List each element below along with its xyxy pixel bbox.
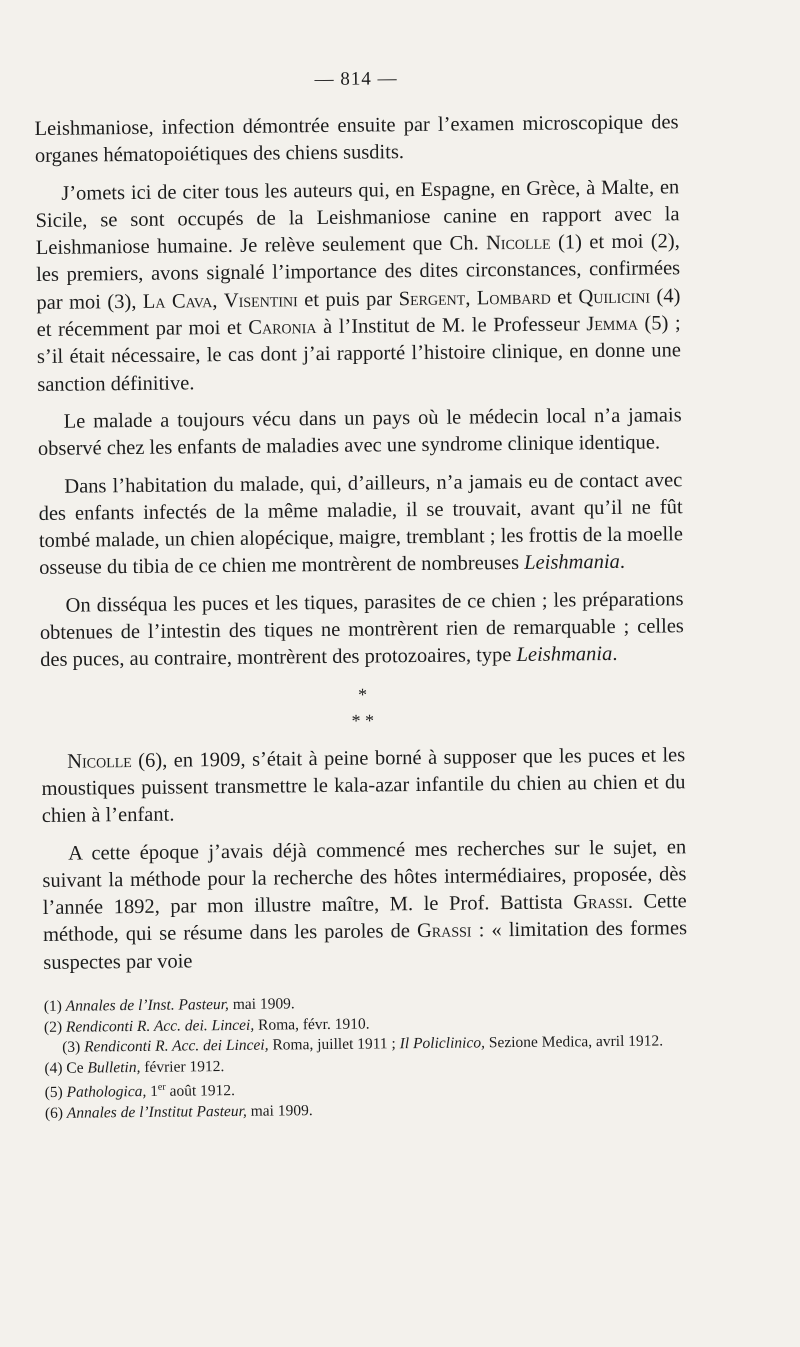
author-sergent: Sergent (398, 287, 466, 310)
footnote-6-date: mai 1909. (246, 1102, 313, 1120)
author-caronia: Caronia (248, 316, 317, 339)
footnote-3-date-2: Sezione Medica, avril 1912. (484, 1032, 664, 1052)
paragraph-4-text-a: Dans l’habitation du malade, qui, d’ailleurs, n’a jamais eu de contact avec des enfants infectés de la même maladie, il se trouvait, avant qu’il ne fût tombé malade, un chien alopécique, maigre, tremblant ; les frottis de la moelle osseuse du tibia de ce chien me montrèrent de nombreuses (38, 468, 683, 580)
paragraph-7 (42, 834, 687, 977)
paragraph-2-text-i: (5) ; s’il était nécessaire, le cas dont j’ai rapporté l’histoire clinique, en donne une sanction définitive. (36, 312, 682, 396)
footnote-3-journal: Rendiconti R. Acc. dei Lincei, (84, 1036, 269, 1056)
paragraph-2-text-c: , (212, 289, 224, 312)
paragraph-5-text-b: . (612, 643, 618, 666)
paragraph-2 (35, 174, 681, 399)
author-grassi-2: Grassi (416, 919, 472, 943)
footnote-2-journal: Rendiconti R. Acc. dei. Lincei, (65, 1016, 255, 1036)
book-page (34, 65, 689, 1124)
author-grassi: Grassi (573, 890, 628, 914)
footnote-1-date: mai 1909. (228, 995, 295, 1014)
paragraph-1: Leishmaniose, infection démontrée ensuite par l’examen microscopique des organes hématopoiétiques des chiens susdits. (34, 111, 679, 168)
footnote-4-date: février 1912. (140, 1057, 225, 1076)
paragraph-4 (38, 467, 683, 583)
author-quilicini: Quilicini (578, 285, 651, 309)
footnote-2-number: (2) (43, 1018, 63, 1036)
footnote-5-superscript: er (157, 1082, 166, 1094)
separator-star-top: * (357, 684, 368, 705)
paragraph-4-italic: Leishmania (524, 551, 620, 575)
footnote-5-date: août 1912. (165, 1082, 236, 1101)
footnotes (44, 990, 689, 1124)
paragraph-2-text-d: et puis par (297, 287, 399, 312)
paragraph-2-text-b: (1) et moi (2), les premiers, avons signalé l’importance des dites circonstances, confirmées par moi (3), (36, 230, 681, 314)
section-separator (40, 678, 685, 737)
paragraph-5-text-a: On disséqua les puces et les tiques, parasites de ce chien ; les préparations obtenues de l’intestin des tiques ne montrèrent rien de remarquable ; celles des puces, au contraire, montrèrent des protozoaires, type (39, 587, 684, 672)
author-nicolle-2: Nicolle (67, 749, 132, 773)
author-la-cava: La Cava (142, 289, 213, 313)
body-text (34, 109, 687, 977)
footnote-5-day: 1 (146, 1083, 159, 1101)
author-visentini: Visentini (223, 289, 298, 312)
paragraph-2-text-h: à l’Institut de M. le Professeur (316, 313, 587, 339)
paragraph-2-text-a: J’omets ici de citer tous les auteurs qui, en Espagne, en Grèce, à Malte, en Sicile, se sont occupés de la Leishmaniose canine en rapport avec la Leishmaniose humaine. Je relève seulement que Ch. (35, 175, 680, 260)
footnote-3-number: (3) (62, 1038, 81, 1056)
footnote-4-number: (4) (44, 1059, 63, 1077)
footnote-4-prefix: Ce (66, 1059, 88, 1077)
footnote-3-date: Roma, juillet 1911 ; (268, 1035, 400, 1054)
footnote-1-journal: Annales de l’Inst. Pasteur, (65, 996, 229, 1015)
paragraph-7-text-a: A cette époque j’avais déjà commencé mes recherches sur le sujet, en suivant la méthode pour la recherche des hôtes intermédiaires, proposée, dès l’année 1892, par mon illustre maître, M. le Prof. Battista (42, 835, 687, 920)
paragraph-6-text-a: (6), en 1909, s’était à peine borné à supposer que les puces et les moustiques puissent transmettre le kala-azar infantile du chien au chien et du chien à l’enfant. (41, 743, 686, 828)
author-nicolle: Nicolle (485, 231, 551, 255)
paragraph-5-italic: Leishmania (516, 643, 613, 667)
footnote-6-journal: Annales de l’Institut Pasteur, (66, 1102, 247, 1122)
paragraph-3: Le malade a toujours vécu dans un pays où le médecin local n’a jamais observé chez les enfants de maladies avec une syndrome clinique identique. (37, 404, 682, 461)
paragraph-7-text-c: : « limitation des formes suspectes par voie (43, 917, 688, 974)
separator-star-bottom: * * (351, 710, 375, 731)
paragraph-6 (41, 742, 686, 831)
paragraph-5 (39, 586, 684, 675)
footnote-5-journal: Pathologica, (66, 1083, 147, 1102)
author-jemma: Jemma (586, 312, 639, 336)
paragraph-7-text-b: . Cette méthode, qui se résume dans les paroles de (42, 890, 687, 947)
paragraph-4-text-b: . (619, 551, 626, 574)
author-lombard: Lombard (476, 286, 551, 310)
paragraph-2-text-g: (4) et récemment par moi et (36, 285, 681, 342)
footnote-5-number: (5) (44, 1084, 63, 1102)
paragraph-2-text-f: et (550, 286, 579, 309)
footnote-1-number: (1) (43, 997, 62, 1015)
footnote-2-date: Roma, févr. 1910. (254, 1015, 370, 1034)
page-number: — 814 — (314, 68, 398, 91)
footnote-4-journal: Bulletin, (87, 1058, 141, 1077)
paragraph-2-text-e: , (465, 287, 477, 310)
footnote-6-number: (6) (44, 1104, 64, 1123)
footnote-3-journal-2: Il Policlinico, (399, 1034, 486, 1053)
